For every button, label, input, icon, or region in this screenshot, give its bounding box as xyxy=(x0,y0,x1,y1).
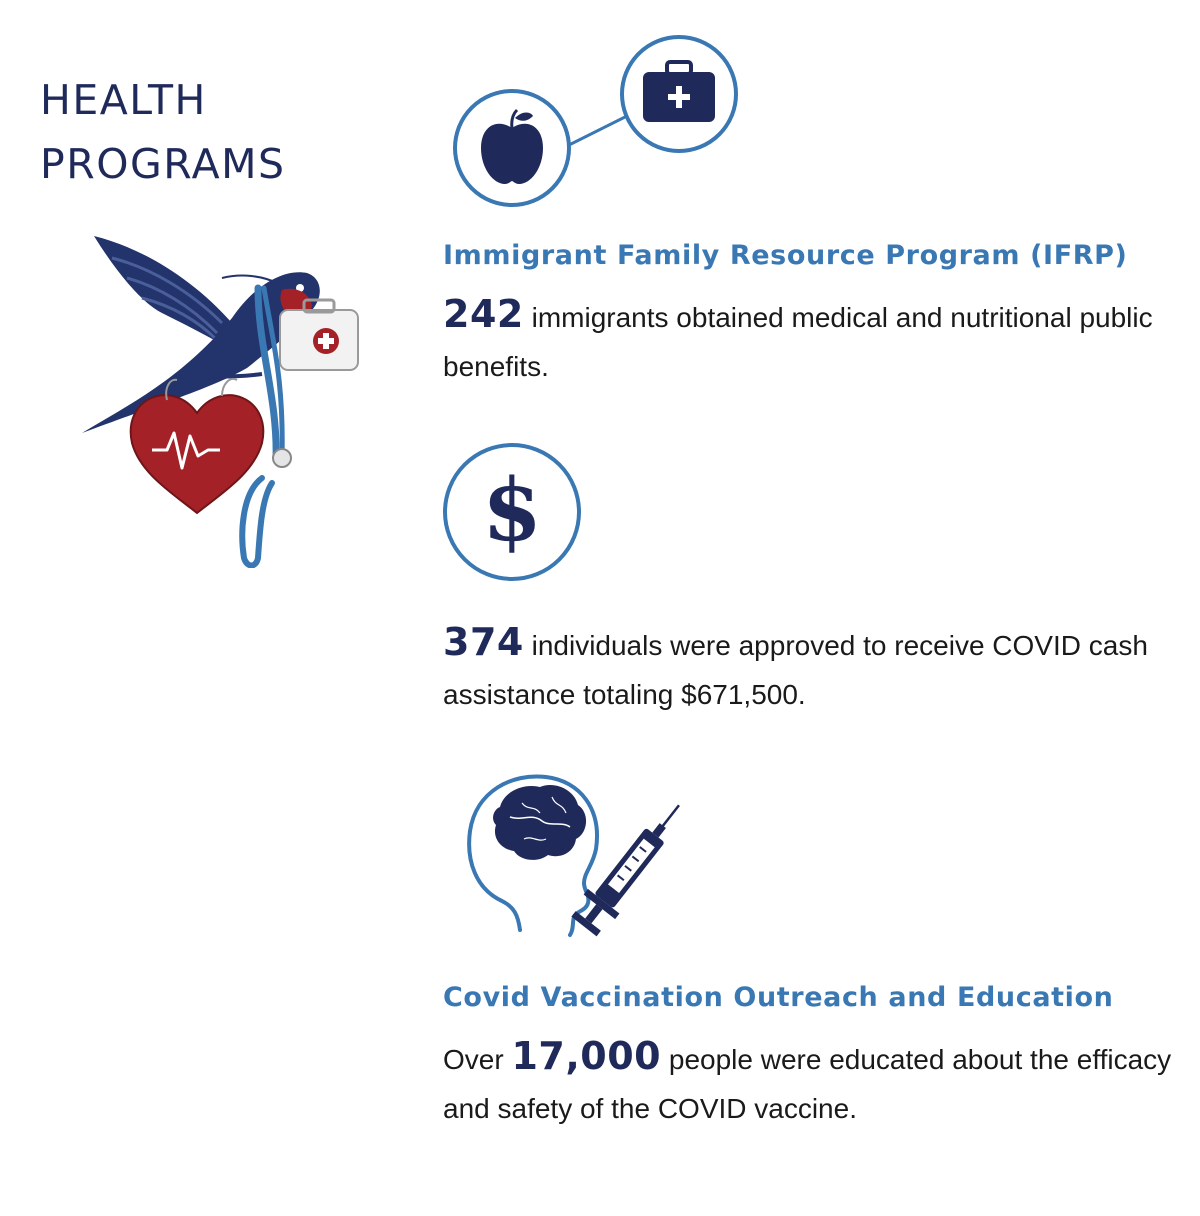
first-aid-kit-icon xyxy=(280,300,358,370)
vaccine-title: Covid Vaccination Outreach and Education xyxy=(443,982,1114,1013)
dollar-icon-circle xyxy=(440,440,585,585)
page-title-line-1: HEALTH xyxy=(40,76,207,124)
page-title-line-2: PROGRAMS xyxy=(40,140,286,188)
vaccine-stat-text: people were educated about the efficacy and safety of the COVID vaccine. xyxy=(443,1044,1172,1124)
ifrp-stat-text: immigrants obtained medical and nutritional public benefits. xyxy=(443,302,1153,382)
ifrp-icon-group xyxy=(445,30,745,215)
health-illustration xyxy=(72,228,372,568)
ifrp-title: Immigrant Family Resource Program (IFRP) xyxy=(443,240,1128,271)
cash-stat-text: individuals were approved to receive COVID cash assistance totaling $671,500. xyxy=(443,630,1148,710)
page-title xyxy=(40,68,286,196)
syringe-icon xyxy=(568,793,682,939)
head-brain-icon xyxy=(469,776,597,935)
cash-stat-number: 374 xyxy=(443,620,524,664)
vaccine-stat xyxy=(443,1032,1188,1133)
ifrp-stat xyxy=(443,290,1188,391)
vaccine-icon-group xyxy=(462,765,682,945)
vaccine-stat-prefix: Over xyxy=(443,1044,512,1075)
vaccine-stat-number: 17,000 xyxy=(511,1034,662,1078)
heart-icon xyxy=(131,379,264,513)
dollar-icon: $ xyxy=(482,460,542,561)
cash-stat xyxy=(443,618,1188,719)
ifrp-stat-number: 242 xyxy=(443,292,524,336)
